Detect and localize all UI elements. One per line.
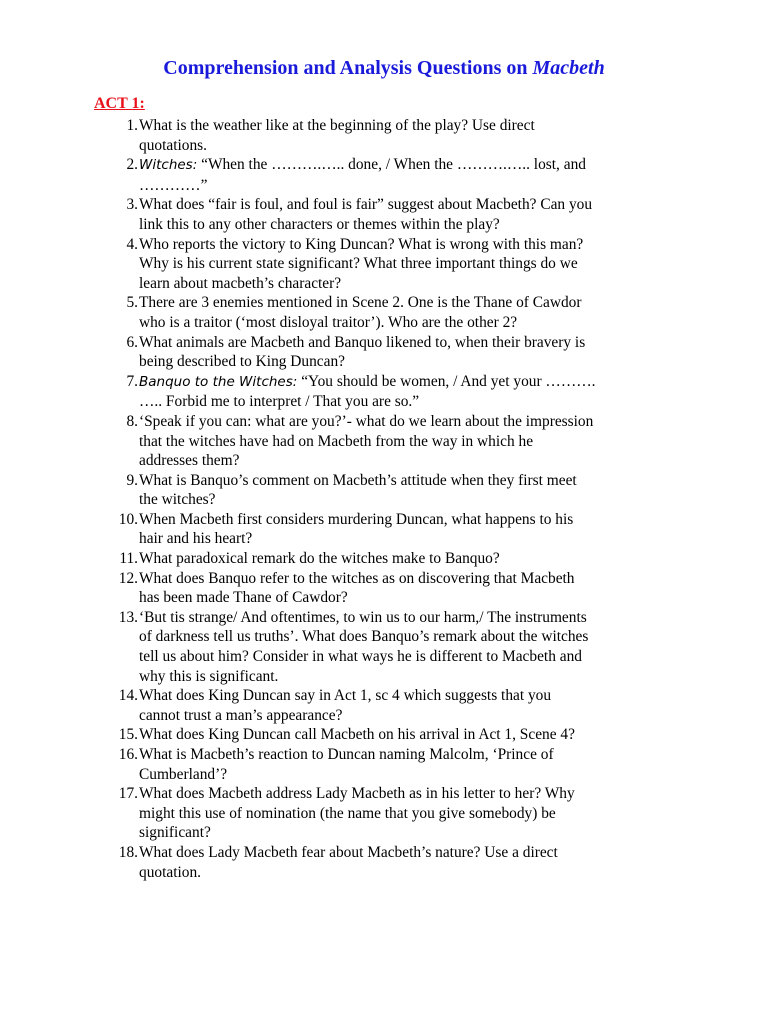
question-line: link this to any other characters or themes within the play? [139, 215, 500, 233]
question-text [139, 549, 679, 569]
question-text [139, 333, 679, 372]
question-line: quotation. [139, 863, 201, 881]
question-text [139, 412, 679, 471]
question-item [0, 843, 768, 882]
question-text [139, 608, 679, 686]
question-line: What does King Duncan say in Act 1, sc 4 which suggests that you [139, 687, 552, 705]
question-number: 9. [126, 471, 138, 489]
question-line: cannot trust a man’s appearance? [139, 706, 343, 724]
question-text [139, 293, 679, 332]
question-line: hair and his heart? [139, 530, 253, 548]
question-line: why this is significant. [139, 667, 279, 685]
question-text [139, 725, 679, 745]
question-text [139, 372, 679, 412]
question-line: learn about macbeth’s character? [139, 274, 342, 292]
question-speaker: Banquo to the Witches: [139, 373, 298, 390]
title-play-name: Macbeth [532, 57, 605, 80]
question-text [139, 510, 679, 549]
question-line: What is the weather like at the beginning of the play? Use direct [139, 117, 535, 134]
question-line: addresses them? [139, 452, 240, 470]
question-item [0, 549, 768, 569]
question-item [0, 195, 768, 234]
question-number: 8. [126, 412, 138, 430]
question-line: might this use of nomination (the name that you give somebody) be [139, 804, 556, 822]
question-text [139, 784, 679, 843]
question-number: 5. [126, 294, 138, 312]
question-line: that the witches have had on Macbeth from the way in which he [139, 432, 534, 450]
question-text [139, 745, 679, 784]
question-line: “When the ……….….. done, / When the ……….….. lost, and [201, 156, 586, 174]
question-line: What animals are Macbeth and Banquo likened to, when their bravery is [139, 333, 586, 351]
page-title [0, 57, 768, 80]
question-line: the witches? [139, 491, 216, 509]
question-text [139, 471, 679, 510]
question-number: 3. [126, 196, 138, 214]
question-text [139, 155, 679, 195]
question-text [139, 116, 679, 155]
question-item [0, 686, 768, 725]
question-line: “You should be women, / And yet your ………. [301, 372, 596, 390]
question-number: 15. [118, 726, 138, 744]
question-line: What does King Duncan call Macbeth on his arrival in Act 1, Scene 4? [139, 726, 575, 744]
question-item [0, 293, 768, 332]
question-line: There are 3 enemies mentioned in Scene 2. One is the Thane of Cawdor [139, 294, 582, 312]
question-line: What does Macbeth address Lady Macbeth as in his letter to her? Why [139, 785, 575, 803]
question-number: 7. [126, 372, 138, 390]
question-line: who is a traitor (‘most disloyal traitor’). Who are the other 2? [139, 313, 518, 331]
question-line: Why is his current state significant? What three important things do we [139, 255, 578, 273]
question-line: of darkness tell us truths’. What does Banquo’s remark about the witches [139, 628, 589, 646]
question-line: When Macbeth first considers murdering Duncan, what happens to his [139, 510, 574, 528]
question-line: What paradoxical remark do the witches make to Banquo? [139, 550, 500, 568]
question-list [0, 116, 768, 882]
question-text [139, 235, 679, 294]
question-item [0, 235, 768, 294]
question-item [0, 155, 768, 195]
question-number: 6. [126, 333, 138, 351]
question-item [0, 745, 768, 784]
question-line: quotations. [139, 136, 207, 154]
question-item [0, 412, 768, 471]
question-line: What is Banquo’s comment on Macbeth’s attitude when they first meet [139, 471, 577, 489]
question-number: 12. [118, 569, 138, 587]
question-line: ‘Speak if you can: what are you?’- what do we learn about the impression [139, 412, 594, 430]
question-text [139, 195, 679, 234]
question-text [139, 686, 679, 725]
question-line: What does Banquo refer to the witches as on discovering that Macbeth [139, 569, 575, 587]
question-number: 1. [126, 117, 138, 134]
question-number: 17. [118, 785, 138, 803]
question-line: What does “fair is foul, and foul is fair” suggest about Macbeth? Can you [139, 196, 593, 214]
question-number: 11. [119, 550, 138, 568]
question-number: 18. [118, 843, 138, 861]
question-item [0, 372, 768, 412]
question-line: …………” [139, 176, 208, 194]
question-line: Cumberland’? [139, 765, 228, 783]
question-text [139, 843, 679, 882]
question-line: What is Macbeth’s reaction to Duncan naming Malcolm, ‘Prince of [139, 746, 554, 763]
question-speaker: Witches: [139, 157, 198, 174]
question-item [0, 333, 768, 372]
title-text: Comprehension and Analysis Questions on [163, 57, 528, 80]
question-line: significant? [139, 824, 211, 842]
question-item [0, 608, 768, 686]
question-item [0, 116, 768, 155]
question-number: 14. [118, 687, 138, 705]
question-number: 10. [118, 510, 138, 528]
question-line: ‘But tis strange/ And oftentimes, to win us to our harm,/ The instruments [139, 608, 587, 626]
question-text [139, 569, 679, 608]
question-number: 4. [126, 235, 138, 253]
question-item [0, 510, 768, 549]
question-number: 2. [126, 156, 138, 174]
question-number: 16. [118, 746, 138, 763]
question-line: Who reports the victory to King Duncan? What is wrong with this man? [139, 235, 584, 253]
question-item [0, 784, 768, 843]
question-line: What does Lady Macbeth fear about Macbeth’s nature? Use a direct [139, 843, 558, 861]
question-line: being described to King Duncan? [139, 353, 346, 371]
act-heading: ACT 1: [94, 95, 145, 112]
question-item [0, 569, 768, 608]
question-line: tell us about him? Consider in what ways he is different to Macbeth and [139, 648, 582, 666]
question-number: 13. [118, 608, 138, 626]
question-item [0, 725, 768, 745]
question-line: has been made Thane of Cawdor? [139, 589, 348, 607]
question-item [0, 471, 768, 510]
question-line: ….. Forbid me to interpret / That you are so.” [139, 393, 420, 411]
